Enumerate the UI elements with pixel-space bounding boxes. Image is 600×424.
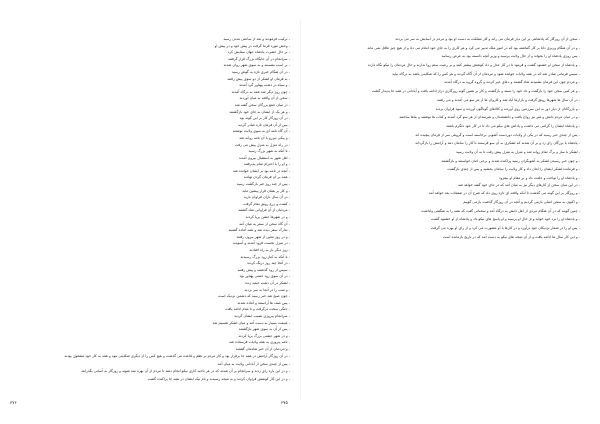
page-gutter <box>300 20 301 400</box>
paragraph: - و شب را در آنجا به سر بردند <box>244 287 290 292</box>
right-page-number: ۳۷۵ <box>281 400 288 405</box>
paragraph: - در این میان سخن از کارهای دیگر نیز به میان آمد که در جای خود گفته خواهد شد <box>457 182 580 187</box>
paragraph: - نامه پیروزی به همه ولایات فرستاده شد <box>229 340 290 345</box>
paragraph: - روز دیگر باز به راه افتادند <box>249 248 290 252</box>
paragraph: - و چون خبر رسیدن لشکر به آشوبگران رسید پراکنده شدند و برخی امان خواستند و بازگشتند <box>441 158 580 163</box>
paragraph: - سرانجام پیروزی نصیب ایشان گردید <box>234 313 290 318</box>
paragraph: - پس از آن به سوی شهر بازگشتند <box>238 327 290 332</box>
paragraph: - آن گاه سخن از سفر به میان آمد <box>239 221 290 226</box>
paragraph: - و سپاه در دشت پهناور گرد آمدند <box>239 83 290 88</box>
paragraph: - در آن سوی رود دشتی پهناور بود <box>239 274 290 279</box>
paragraph: - در آنجا چند روز درنگ کردند <box>246 261 290 266</box>
paragraph: - پس روزی پادشاه او را بخواند و از حال ولایت پرسید و وزیر آنچه دانسته بود به عرض رسانید <box>441 54 580 59</box>
paragraph: - و اکنون به سخن اصلی بازمی گردیم و آنچه در آن روزگار گذشت بازمی گوییم <box>463 199 580 204</box>
paragraph: - لشکر در آن دشت خیمه زدند <box>244 280 290 285</box>
paragraph: - پس او را در شمار نزدیکان خود درآورد و در کارها با او مشورت می کرد و از رای او بهره می گرفت <box>430 226 580 231</box>
paragraph: - آن گاه نامه ای به سوی ولایت نوشتند <box>232 129 290 134</box>
paragraph: - پادشاه با بزرگان رای زد و بر آن شدند که لشکری به آن سو فرستند تا کار را سامان دهد و آرامش را بازگرداند <box>415 141 580 146</box>
paragraph: - و روزگار بر این گونه می گذشت تا آنکه واقعه ای تازه روی داد که شرح آن در صفحات بعد خواهد آمد <box>428 191 580 196</box>
paragraph: - به فرمان او لشکر از دو سوی پیش رفتند <box>227 76 290 81</box>
paragraph: - پس از چند روز خبر بازگشت رسید <box>236 182 290 187</box>
paragraph: - در منزل نخست فرود آمدند و آسودند <box>232 241 290 246</box>
right-page-text <box>312 36 580 394</box>
paragraph: - و کار بر همان قرار پیشین ماند <box>242 188 290 193</box>
paragraph: - تا آنکه به شهر بزرگ رسید <box>248 149 290 154</box>
paragraph: - غنیمت بسیار به دست آمد و میان لشکر تقسیم شد <box>212 320 290 325</box>
paragraph: - و در شهرها جشن برپا کردند <box>245 215 290 220</box>
paragraph: - و در این کار کوشش فراوان کردند و به نتیجه رسیدند و نام نیک ایشان در همه جا پراکنده گشت <box>147 377 290 382</box>
paragraph: - و پادشاه از سخن او خشنود گشت و فرمود تا در کار عدل و داد کوشش بیشتر کنند و بر رعیت ستم روا ندارند و حال مردمان را نیکو نگاه دارند <box>367 63 580 68</box>
paragraph: - سخن از آن روزگار که پادشاهی بر این دیار فرمان می راند و کار مملکت به دست او بود و مردم در آسایش به سر می بردند <box>395 37 580 41</box>
left-page-text <box>22 36 290 394</box>
paragraph: - و مردم چون این فرمان بشنیدند شاد گشتند و دعای خیر کردند و گروه گروه به درگاه آمدند <box>444 80 580 85</box>
paragraph: - بر حال حضرت پادشاه جهان ستایش کرد <box>227 50 290 55</box>
paragraph: - و این کار سال ها ادامه یافت و از آن نتیجه های نیکو به دست آمد که در تاریخ بازمانده است <box>442 234 580 239</box>
paragraph: - و در آن هنگام وزیری دانا بر کار گماشته بود که در امور ملک تدبیر می کرد و هر کاری را به جای خود انجام می داد و از هیچ چیز غافل نمی ماند <box>367 45 580 50</box>
paragraph: - سرانجام در آن جایگاه بزرگ قرار گرفتند <box>227 56 290 61</box>
paragraph: - و در این باره رای زدند و سرانجام بر آن شدند که در هر ناحیه کاری نیکو انجام دهند تا مردم از آن بهره مند شوند و روزگار به آسانی بگذرانند <box>81 368 290 373</box>
paragraph: - در آن سال باران فراوان بارید <box>243 195 290 200</box>
paragraph: - و پادشاه ایشان را گرامی می داشت و پاداش های نیکو می داد تا در کار خود دلگرم باشند <box>445 123 580 128</box>
paragraph: - و هر یک از ایشان به جای خود بازگشتند <box>229 109 290 114</box>
paragraph: - و او را با احترام تمام پذیرفتند <box>243 162 290 167</box>
paragraph: - و در میان مردم دانش و هنر نیز رواج یافت و دانشمندان و هنرمندان از هر سو گرد آمدند و کتاب ها نوشتند و بناها ساختند <box>399 115 580 120</box>
paragraph: - چنین گویند که در آن هنگام مردی از اهل دانش به درگاه آمد و سخنانی گفت که همه را به شگفتی واداشت <box>421 208 580 213</box>
paragraph: - سپس فرمانی صادر شد که در همه ولایات خوانده شود و مردمان از آن آگاه گردند و هر کس را که شکایتی باشد به درگاه بیاید <box>392 71 580 76</box>
paragraph: - اهل شهر به استقبال بیرون آمدند <box>238 155 290 160</box>
paragraph: - ترکیب فرمودند و بعد از ساعتی مدتی رسید <box>223 37 290 41</box>
paragraph: - لشکر با ساز و برگ تمام روانه شد و منزل به منزل پیش رفت تا به آن ولایت رسید <box>455 149 580 154</box>
paragraph: - در آن روزگار کار بر این گونه بود <box>239 116 290 121</box>
paragraph: - و هر کس سخن خود را بازگفت و داد خود را بستد و بازگشت و کار بر همین گونه روزگاری دراز ادامه یافت و آبادانی در همه جا پدیدار گشت <box>371 89 580 94</box>
paragraph: - تا آنکه به کنار رود بزرگ رسیدند <box>240 254 290 259</box>
paragraph: - در آن سال ها شهرها رونق گرفت و بازارها آباد شد و کاروان ها از هر سو می آمدند و می رفتند <box>437 97 580 102</box>
paragraph: - و پادشاه او را نواخت و خلعت داد و بر مقام او بیفزود <box>499 176 580 180</box>
paragraph: - پس صف ها آراستند و آماده شدند <box>237 300 290 305</box>
left-page-number: ۳۷۶ <box>10 400 17 405</box>
paragraph: - آنچه در نامه بود بر ایشان خوانده شد <box>232 168 290 173</box>
paragraph: - و فرمانده لشکر ایشان را امان داد و کار ولایت را سامان بخشید و پس از چندی بازگشت <box>447 167 580 172</box>
paragraph: - سخن از آن واقعه به میان آوردند <box>239 96 290 101</box>
paragraph: - جنگی سخت درگرفت و تا شام ادامه یافت <box>225 307 290 312</box>
paragraph: - چون صبح شد خبر رسید که دشمن نزدیک است <box>217 294 290 299</box>
paragraph: - مردمان از آن فراوانی شاد گشتند <box>238 208 290 213</box>
paragraph: - و در روز معین از شهر بیرون رفتند <box>236 234 290 239</box>
paragraph: - بر اسب نشسته و به سوی شهر روان شدند <box>223 63 290 68</box>
paragraph: - وحش مورد فرما گرفت در پیش خود و در پیش او <box>214 43 290 48</box>
paragraph: - و بازرگانان از دیار دور به این سرزمین روی آوردند و کالاهای گوناگون آوردند و سود فراوان بردند <box>435 106 580 111</box>
paragraph: - پس از آن فرمان تازه صادر گردید <box>238 122 290 127</box>
paragraph: - پس از چندی خبر رسید که در یکی از ولایات دوردست آشوبی برخاسته است و گروهی سر از فرمان پیچیده اند <box>415 132 580 137</box>
paragraph: - کشت و زرع رونق تمام گرفت <box>243 201 290 206</box>
paragraph: - سپس از رود گذشتند و پیش رفتند <box>237 267 290 272</box>
paragraph: - و در شهر جشنی بزرگ برپا کردند <box>238 333 290 338</box>
paragraph: - در آن روزگار آرامش در همه جا برقرار بود و کار مردم بر نظم و قاعده می گذشت و هیچ کس را از دیگری شکایتی نبود و همه به کار خود مشغول بودند <box>64 353 290 358</box>
paragraph: - چون روز دیگر شد همه به درگاه آمدند <box>231 89 290 94</box>
paragraph: - و مردمان از آن خبر شادمان گشتند <box>235 346 290 351</box>
paragraph: - همه بر آن فرمان گردن نهادند <box>243 175 290 180</box>
paragraph: - و پادشاه او را نزد خود خواند و از حال او پرسید و او پاسخ های نیکو داد و پادشاه از او خشنود گشت <box>430 217 580 222</box>
paragraph: - در میان جمع بزرگان سخن گفته شد <box>234 102 290 107</box>
paragraph: - در راه منزل به منزل پیش می رفت <box>234 142 290 147</box>
paragraph: - تدارک سفر دیده شد و همه آماده گشتند <box>228 228 290 233</box>
paragraph: - پس از چندی سخن از آبادانی ولایت به میان آمد <box>217 362 290 367</box>
paragraph: - و پیکی تیزرو با آن نامه روانه شد <box>239 135 290 140</box>
paragraph: - در آن هنگام خبری تازه به گوش رسید <box>231 69 290 74</box>
